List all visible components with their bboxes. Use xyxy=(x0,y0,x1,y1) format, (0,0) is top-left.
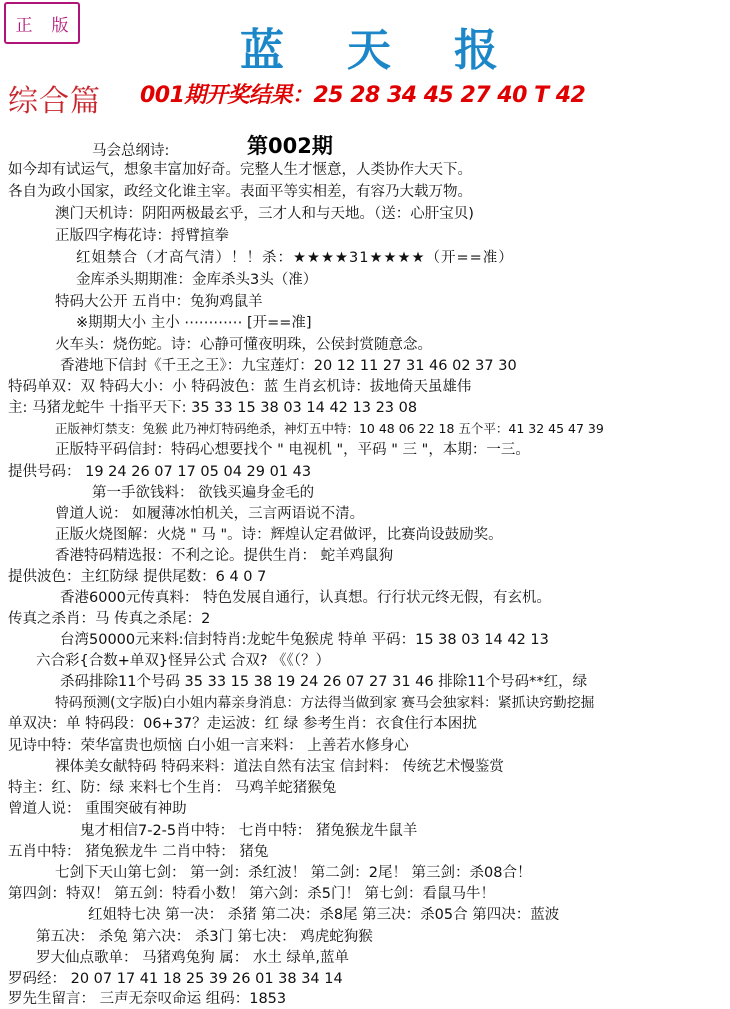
text-line: 特主：红、防：绿 来料七个生肖： 马鸡羊蛇猪猴兔 xyxy=(8,780,337,796)
text-line: 正版神灯禁支：兔猴 此乃神灯特码绝杀，神灯五中特：10 48 06 22 18 五个平：41 32 45 47 39 xyxy=(55,421,604,436)
text-line: 罗码经： 20 07 17 41 18 25 39 26 01 38 34 14 xyxy=(8,971,343,987)
text-line: 提供波色：主红防绿 提供尾数：6 4 0 7 xyxy=(8,569,267,585)
text-line: 单双决：单 特码段：06+37？走运波：红 绿 参考生肖：衣食住行本困扰 xyxy=(8,716,477,732)
text-line: 香港6000元传真料： 特色发展自通行，认真想。行行状元终无假，有玄机。 xyxy=(60,590,552,606)
text-line: 特码大公开 五肖中：兔狗鸡鼠羊 xyxy=(55,294,263,310)
text-line: 裸体美女献特码 特码来料：道法自然有法宝 信封料： 传统艺术慢鉴赏 xyxy=(55,759,504,775)
text-line: 正版特平码信封：特码心想要找个 " 电视机 "，平码 " 三 "，本期：一三。 xyxy=(55,442,530,458)
text-line: 红姐禁合（才高气清）！！杀：★★★★31★★★★（开==准） xyxy=(76,250,514,266)
text-line: 曾道人说： 重围突破有神助 xyxy=(8,801,187,817)
text-line: 各自为政小国家，政经文化谁主宰。表面平等实相差，有容乃大载万物。 xyxy=(8,184,472,200)
text-line: 见诗中特：荣华富贵也烦恼 白小姐一言来料： 上善若水修身心 xyxy=(8,738,409,754)
text-line: 曾道人说： 如履薄冰怕机关，三言两语说不清。 xyxy=(55,506,365,522)
previous-result: 001期开奖结果：25 28 34 45 27 40 T 42 xyxy=(140,83,586,108)
issue-number: 第002期 xyxy=(247,134,333,158)
text-line: 澳门天机诗：阴阳两极最玄乎，三才人和与天地。（送：心肝宝贝) xyxy=(55,206,474,222)
text-line: 传真之杀肖：马 传真之杀尾：2 xyxy=(8,611,211,627)
authentic-stamp xyxy=(4,2,80,44)
title-char-1: 蓝 xyxy=(240,25,286,76)
text-line: 第五决： 杀兔 第六决： 杀3门 第七决： 鸡虎蛇狗猴 xyxy=(36,929,373,945)
text-line: 马会总纲诗: xyxy=(92,143,170,159)
text-line: 红姐特七决 第一决： 杀猪 第二决：杀8尾 第三决：杀05合 第四决：蓝波 xyxy=(88,907,560,923)
text-line: ※期期大小 主小 ⋯⋯⋯⋯ [开==准] xyxy=(76,315,312,331)
text-line: 特码单双：双 特码大小：小 特码波色：蓝 生肖玄机诗：拔地倚天虽雄伟 xyxy=(8,379,472,395)
text-line: 台湾50000元来料:信封特肖:龙蛇牛兔猴虎 特单 平码：15 38 03 14 42 13 xyxy=(60,632,549,648)
stamp-char-right: 版 xyxy=(51,15,69,36)
title-char-2: 天 xyxy=(347,25,393,76)
text-line: 香港地下信封《千王之王》：九宝莲灯：20 12 11 27 31 46 02 37 30 xyxy=(60,358,517,374)
text-line: 正版火烧图解：火烧 " 马 "。诗：辉煌认定君做评，比赛尚设鼓励奖。 xyxy=(55,527,503,543)
text-line: 罗大仙点歌单： 马猪鸡兔狗 属： 水土 绿单,蓝单 xyxy=(36,950,350,966)
text-line: 火车头：烧伤蛇。诗：心静可懂夜明珠，公侯封赏随意念。 xyxy=(55,337,432,353)
text-line: 鬼才相信7-2-5肖中特： 七肖中特： 猪兔猴龙牛鼠羊 xyxy=(80,823,418,839)
text-line: 杀码排除11个号码 35 33 15 38 19 24 26 07 27 31 46 排除11个号码**红，绿 xyxy=(60,674,588,690)
text-line: 金库杀头期期准：金库杀头3头（准） xyxy=(76,272,318,288)
text-line: 罗先生留言： 三声无奈叹命运 组码：1853 xyxy=(8,991,287,1007)
text-line: 特码预测(文字版)白小姐内幕亲身消息：方法得当做到家 赛马会独家料：紧抓诀窍勤挖掘 xyxy=(55,695,595,711)
stamp-char-left: 正 xyxy=(15,15,33,36)
text-line: 七剑下天山第七剑： 第一剑：杀红波！ 第二剑：2尾！ 第三剑：杀08合！ xyxy=(55,865,532,881)
text-line: 香港特码精选报：不利之论。提供生肖： 蛇羊鸡鼠狗 xyxy=(55,548,394,564)
text-line: 第四剑：特双！ 第五剑：特看小数！ 第六剑：杀5门！ 第七剑：看鼠马牛！ xyxy=(8,886,496,902)
text-line: 第一手欲钱料： 欲钱买遍身金毛的 xyxy=(92,485,315,501)
text-line: 五肖中特： 猪兔猴龙牛 二肖中特： 猪兔 xyxy=(8,844,269,860)
text-line: 正版四字梅花诗：捋臂揎拳 xyxy=(55,228,229,244)
section-heading: 综合篇 xyxy=(8,84,101,119)
text-line: 如今却有试运气，想象丰富加好奇。完整人生才惬意，人类协作大天下。 xyxy=(8,162,472,178)
text-line: 六合彩{合数+单双}怪异公式 合双? 《《（？） xyxy=(36,653,331,669)
newspaper-title xyxy=(240,14,500,78)
title-char-3: 报 xyxy=(454,25,500,76)
text-line: 提供号码： 19 24 26 07 17 05 04 29 01 43 xyxy=(8,464,312,480)
text-line: 主: 马猪龙蛇牛 十指平天下: 35 33 15 38 03 14 42 13 23 08 xyxy=(8,400,418,416)
